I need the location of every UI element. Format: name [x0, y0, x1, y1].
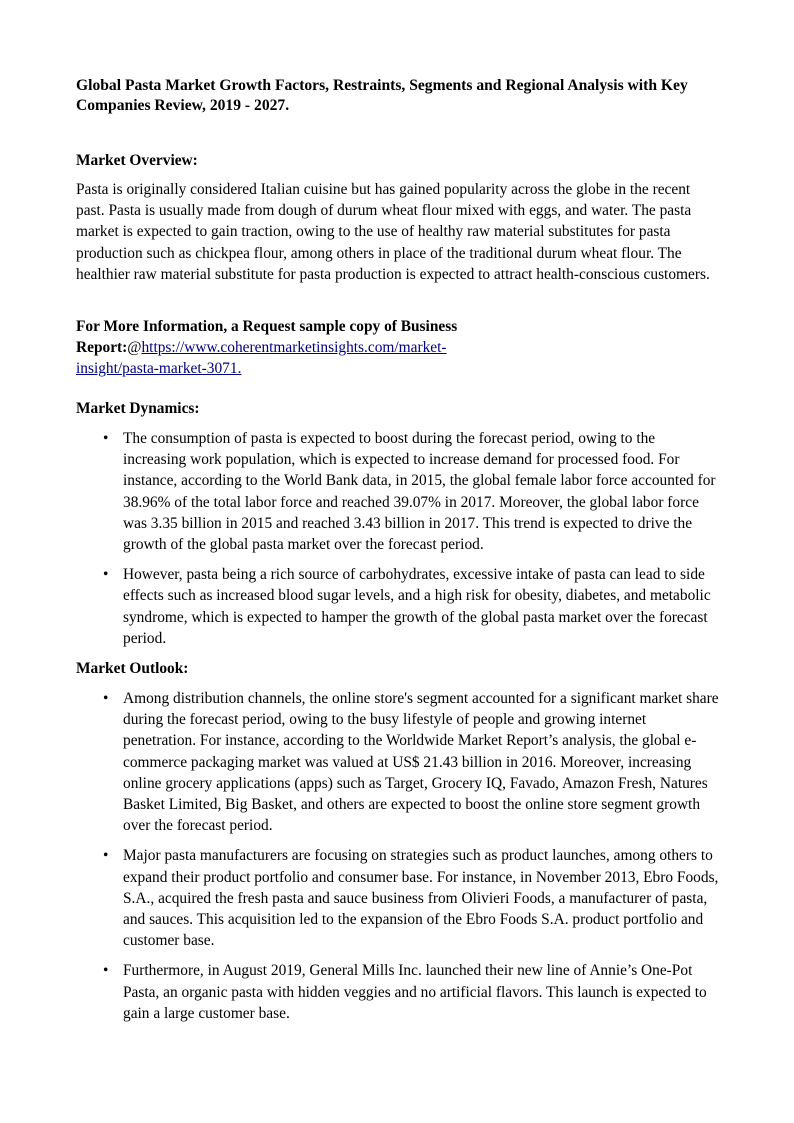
bullet-icon: • — [103, 847, 109, 865]
market-overview-heading: Market Overview: — [76, 152, 198, 169]
at-sign: @ — [127, 339, 142, 357]
more-info-line — [76, 316, 496, 380]
list-item-text: Major pasta manufacturers are focusing on strategies such as product launches, among others to expand their product portfolio and consumer base. For instance, in November 2013, Ebro Foods, S.A., acquired the fresh pasta and sauce business from Olivieri Foods, a manufacturer of pasta, and sauces. This acquisition led to the expansion of the Ebro Foods S.A. product portfolio and customer base. — [123, 847, 719, 950]
list-item — [76, 688, 721, 836]
bullet-icon: • — [103, 690, 109, 707]
bullet-icon: • — [103, 566, 109, 584]
list-item — [76, 428, 721, 555]
list-item — [76, 960, 721, 1024]
market-outlook-heading: Market Outlook: — [76, 660, 189, 677]
bullet-icon: • — [103, 430, 109, 447]
market-outlook-list — [76, 688, 721, 1033]
market-overview-paragraph: Pasta is originally considered Italian cuisine but has gained popularity across the globe in the recent past. Pasta is usually made from dough of durum wheat flour mixed with eggs, and water. The pasta market is expected to gain traction, owing to the use of healthy raw material substitutes for pasta production such as chickpea flour, among others in place of the traditional durum wheat flour. The healthier raw material substitute for pasta production is expected to attract health-conscious customers. — [76, 181, 710, 283]
list-item-text: Among distribution channels, the online store's segment accounted for a significant market share during the forecast period, owing to the busy lifestyle of people and growing internet penetration. For instance, according to the Worldwide Market Report’s analysis, the global e-commerce packaging market was valued at US$ 21.43 billion in 2016. Moreover, increasing online grocery applications (apps) such as Target, Grocery IQ, Favado, Amazon Fresh, Natures Basket Limited, Big Basket, and others are expected to boost the online store segment growth over the forecast period. — [123, 690, 719, 835]
list-item — [76, 564, 721, 649]
sample-report-link[interactable]: https://www.coherentmarketinsights.com/market-insight/pasta-market-3071. — [76, 339, 447, 378]
bullet-icon: • — [103, 962, 109, 980]
more-info-label: For More Information, a Request sample copy of Business Report: — [76, 318, 458, 357]
list-item — [76, 845, 721, 951]
market-dynamics-heading: Market Dynamics: — [76, 400, 200, 417]
list-item-text: However, pasta being a rich source of carbohydrates, excessive intake of pasta can lead to side effects such as increased blood sugar levels, and a high risk for obesity, diabetes, and metabolic syndrome, which is expected to hamper the growth of the global pasta market over the forecast period. — [123, 566, 711, 647]
document-title: Global Pasta Market Growth Factors, Restraints, Segments and Regional Analysis with Key Companies Review, 2019 - 2027. — [76, 77, 688, 114]
list-item-text: Furthermore, in August 2019, General Mills Inc. launched their new line of Annie’s One-Pot Pasta, an organic pasta with hidden veggies and no artificial flavors. This launch is expected to gain a large customer base. — [123, 962, 707, 1022]
market-dynamics-list — [76, 428, 721, 658]
list-item-text: The consumption of pasta is expected to boost during the forecast period, owing to the increasing work population, which is expected to increase demand for processed food. For instance, according to the World Bank data, in 2015, the global female labor force accounted for 38.96% of the total labor force and reached 39.07% in 2017. Moreover, the global labor force was 3.35 billion in 2015 and reached 3.43 billion in 2017. This trend is expected to drive the growth of the global pasta market over the forecast period. — [123, 430, 716, 554]
